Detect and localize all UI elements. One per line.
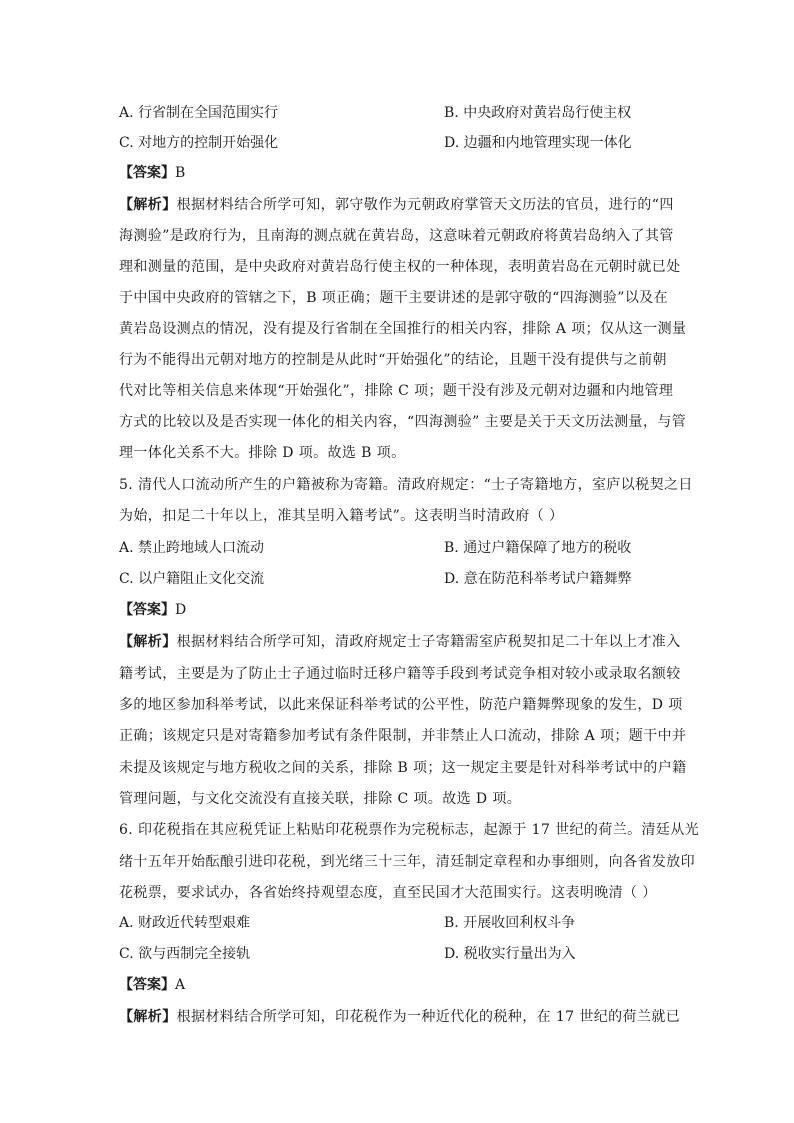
q6-stem-line: 6. 印花税指在其应税凭证上粘贴印花税票作为完税标志，起源于 17 世纪的荷兰。清廷从光 <box>119 822 700 838</box>
answer-label: 【答案】 <box>119 165 175 181</box>
q5-stem-line: 为始，扣足二十年以上，准其呈明入籍考试”。这表明当时清政府（ ） <box>119 508 564 524</box>
q4-analysis-line: 【解析】根据材料结合所学可知，郭守敬作为元朝政府掌管天文历法的官员，进行的“四 <box>119 197 674 213</box>
q4-option-a: A. 行省制在全国范围实行 <box>119 105 279 121</box>
q5-analysis-line: 管理问题，与文化交流没有直接关联，排除 C 项。故选 D 项。 <box>119 791 522 807</box>
answer-label: 【答案】 <box>119 977 175 993</box>
q5-option-a: A. 禁止跨地域人口流动 <box>119 540 265 556</box>
q4-analysis-line: 代对比等相关信息来体现“开始强化”，排除 C 项；题干没有涉及元朝对边疆和内地管理 <box>119 383 674 399</box>
q4-analysis-line: 行为不能得出元朝对地方的控制是从此时“开始强化”的结论，且题干没有提供与之前朝 <box>119 352 667 368</box>
q6-option-b: B. 开展收回利权斗争 <box>444 915 576 931</box>
q4-analysis-line: 理一体化关系不大。排除 D 项。故选 B 项。 <box>119 445 406 461</box>
answer-value: D <box>175 602 187 618</box>
q4-analysis-line: 理和测量的范围，是中央政府对黄岩岛行使主权的一种体现，表明黄岩岛在元朝时就已处 <box>119 259 681 275</box>
answer-value: A <box>175 977 186 993</box>
answer-value: B <box>175 165 186 181</box>
q5-answer <box>119 600 186 620</box>
q6-option-a: A. 财政近代转型艰难 <box>119 915 251 931</box>
q5-stem-line: 5. 清代人口流动所产生的户籍被称为寄籍。清政府规定：“士子寄籍地方，室庐以税契之日 <box>119 477 693 493</box>
analysis-label: 【解析】 <box>119 1009 177 1025</box>
q4-option-c: C. 对地方的控制开始强化 <box>119 135 279 151</box>
q5-option-b: B. 通过户籍保障了地方的税收 <box>444 540 632 556</box>
q4-analysis-line: 方式的比较以及是否实现一体化的相关内容，“四海测验” 主要是关于天文历法测量，与管 <box>119 414 687 430</box>
analysis-label: 【解析】 <box>119 197 177 213</box>
q4-answer <box>119 163 185 183</box>
q5-analysis-line: 正确；该规定只是对寄籍参加考试有条件限制，并非禁止人口流动，排除 A 项；题干中并 <box>119 728 687 744</box>
answer-label: 【答案】 <box>119 602 175 618</box>
q5-option-d: D. 意在防范科举考试户籍舞弊 <box>444 571 632 587</box>
q6-stem-line: 绪十五年开始酝酿引进印花税，到光绪三十三年，清廷制定章程和办事细则，向各省发放印 <box>119 854 695 870</box>
q5-analysis-line: 籍考试，主要是为了防止士子通过临时迁移户籍等手段到考试竞争相对较小或录取名额较 <box>119 666 681 682</box>
q4-analysis-line: 海测验”是政府行为，且南海的测点就在黄岩岛，这意味着元朝政府将黄岩岛纳入了其管 <box>119 228 674 244</box>
q4-option-d: D. 边疆和内地管理实现一体化 <box>444 135 632 151</box>
q5-analysis-line: 多的地区参加科举考试，以此来保证科举考试的公平性，防范户籍舞弊现象的发生，D 项 <box>119 697 683 713</box>
q5-analysis-line: 【解析】根据材料结合所学可知，清政府规定士子寄籍需室庐税契扣足二十年以上才准入 <box>119 634 681 650</box>
q4-analysis-line: 黄岩岛设测点的情况，没有提及行省制在全国推行的相关内容，排除 A 项；仅从这一测量 <box>119 321 687 337</box>
q5-option-c: C. 以户籍阻止文化交流 <box>119 571 265 587</box>
q6-stem-line: 花税票，要求试办，各省始终持观望态度，直至民国才大范围实行。这表明晚清（ ） <box>119 885 657 901</box>
q4-option-b: B. 中央政府对黄岩岛行使主权 <box>444 105 632 121</box>
q5-analysis-line: 未提及该规定与地方税收之间的关系，排除 B 项；这一规定主要是针对科举考试中的户籍 <box>119 760 687 776</box>
q6-answer <box>119 975 185 995</box>
q6-option-c: C. 欲与西制完全接轨 <box>119 946 251 962</box>
q4-analysis-line: 于中国中央政府的管辖之下，B 项正确；题干主要讲述的是郭守敬的“四海测验”以及在 <box>119 290 669 306</box>
q6-analysis-line: 【解析】根据材料结合所学可知，印花税作为一种近代化的税种，在 17 世纪的荷兰就已 <box>119 1009 681 1025</box>
analysis-label: 【解析】 <box>119 634 177 650</box>
q6-option-d: D. 税收实行量出为入 <box>444 946 576 962</box>
